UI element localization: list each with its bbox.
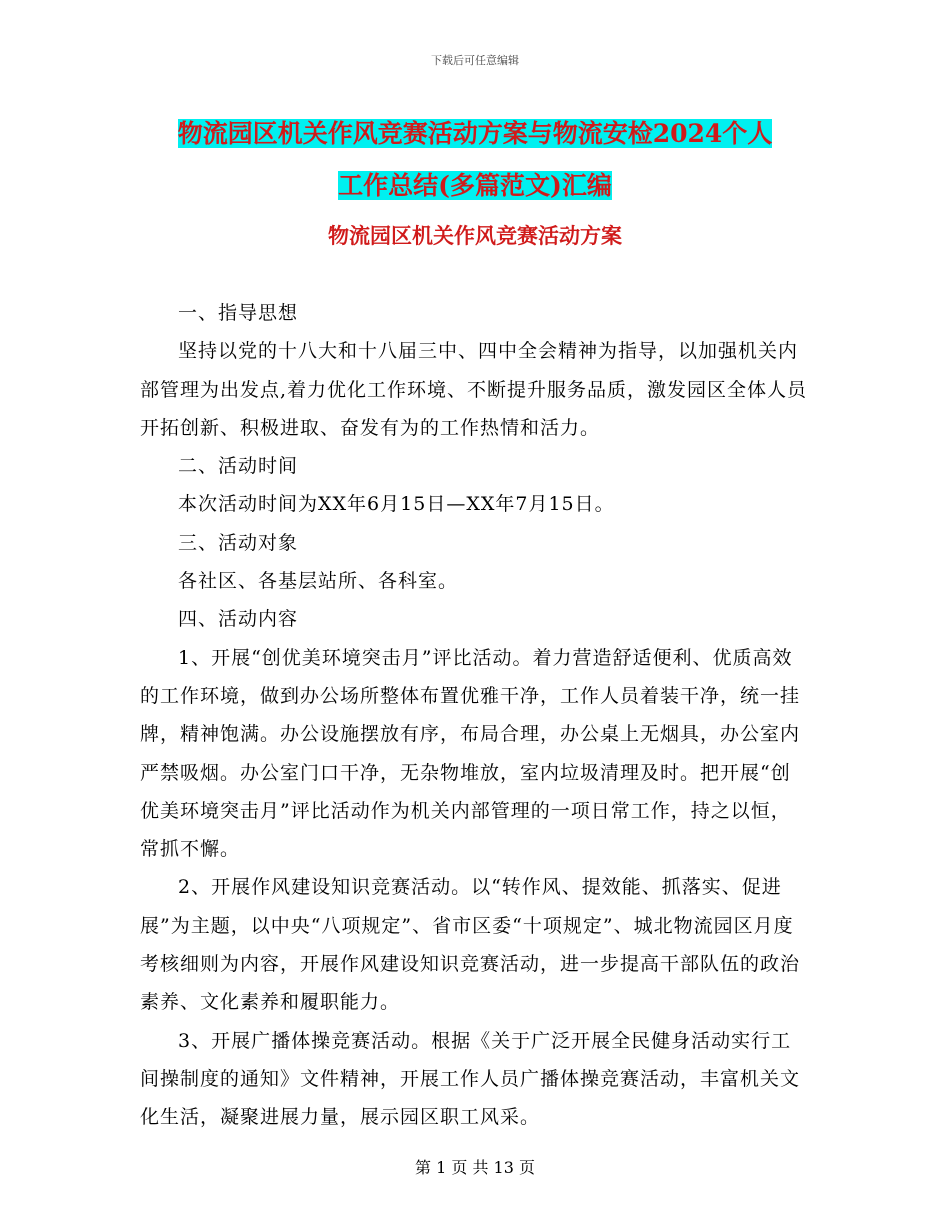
document-body: [140, 294, 808, 1137]
section-title: 物流园区机关作风竞赛活动方案: [328, 223, 622, 248]
heading-activity-content: 四、活动内容: [178, 608, 299, 631]
paragraph-content-item-2: 2、开展作风建设知识竞赛活动。以“转作风、提效能、抓落实、促进展”为主题，以中央“八项规定”、省市区委“十项规定”、城北物流园区月度考核细则为内容，开展作风建设知识竞赛活动，进一步提高干部队伍的政治素养、文化素养和履职能力。: [140, 876, 801, 1014]
paragraph-activity-target: 各社区、各基层站所、各科室。: [178, 570, 459, 593]
document-title: [140, 108, 810, 212]
document-title-line-1: 物流园区机关作风竞赛活动方案与物流安检2024个人: [177, 119, 773, 148]
heading-activity-target: 三、活动对象: [178, 531, 299, 554]
paragraph-content-item-1: 1、开展“创优美环境突击月”评比活动。着力营造舒适便利、优质高效的工作环境，做到办公场所整体布置优雅干净，工作人员着装干净，统一挂牌，精神饱满。办公设施摆放有序，布局合理，办公桌上无烟具，办公室内严禁吸烟。办公室门口干净，无杂物堆放，室内垃圾清理及时。把开展“创优美环境突击月”评比活动作为机关内部管理的一项日常工作，持之以恒，常抓不懈。: [140, 646, 801, 861]
heading-activity-time: 二、活动时间: [178, 455, 299, 478]
paragraph-activity-time: 本次活动时间为XX年6月15日—XX年7月15日。: [178, 493, 615, 516]
heading-guiding-ideology: 一、指导思想: [178, 302, 299, 324]
page-header-note: 下载后可任意编辑: [431, 54, 519, 67]
document-title-line-2: 工作总结(多篇范文)汇编: [338, 171, 612, 200]
paragraph-guiding-ideology: 坚持以党的十八大和十八届三中、四中全会精神为指导，以加强机关内部管理为出发点,着力优化工作环境、不断提升服务品质，激发园区全体人员开拓创新、积极进取、奋发有为的工作热情和活力。: [140, 340, 808, 439]
paragraph-content-item-3: 3、开展广播体操竞赛活动。根据《关于广泛开展全民健身活动实行工间操制度的通知》文件精神，开展工作人员广播体操竞赛活动，丰富机关文化生活，凝聚进展力量，展示园区职工风采。: [140, 1029, 801, 1129]
page-number: 第 1 页 共 13 页: [415, 1158, 535, 1177]
